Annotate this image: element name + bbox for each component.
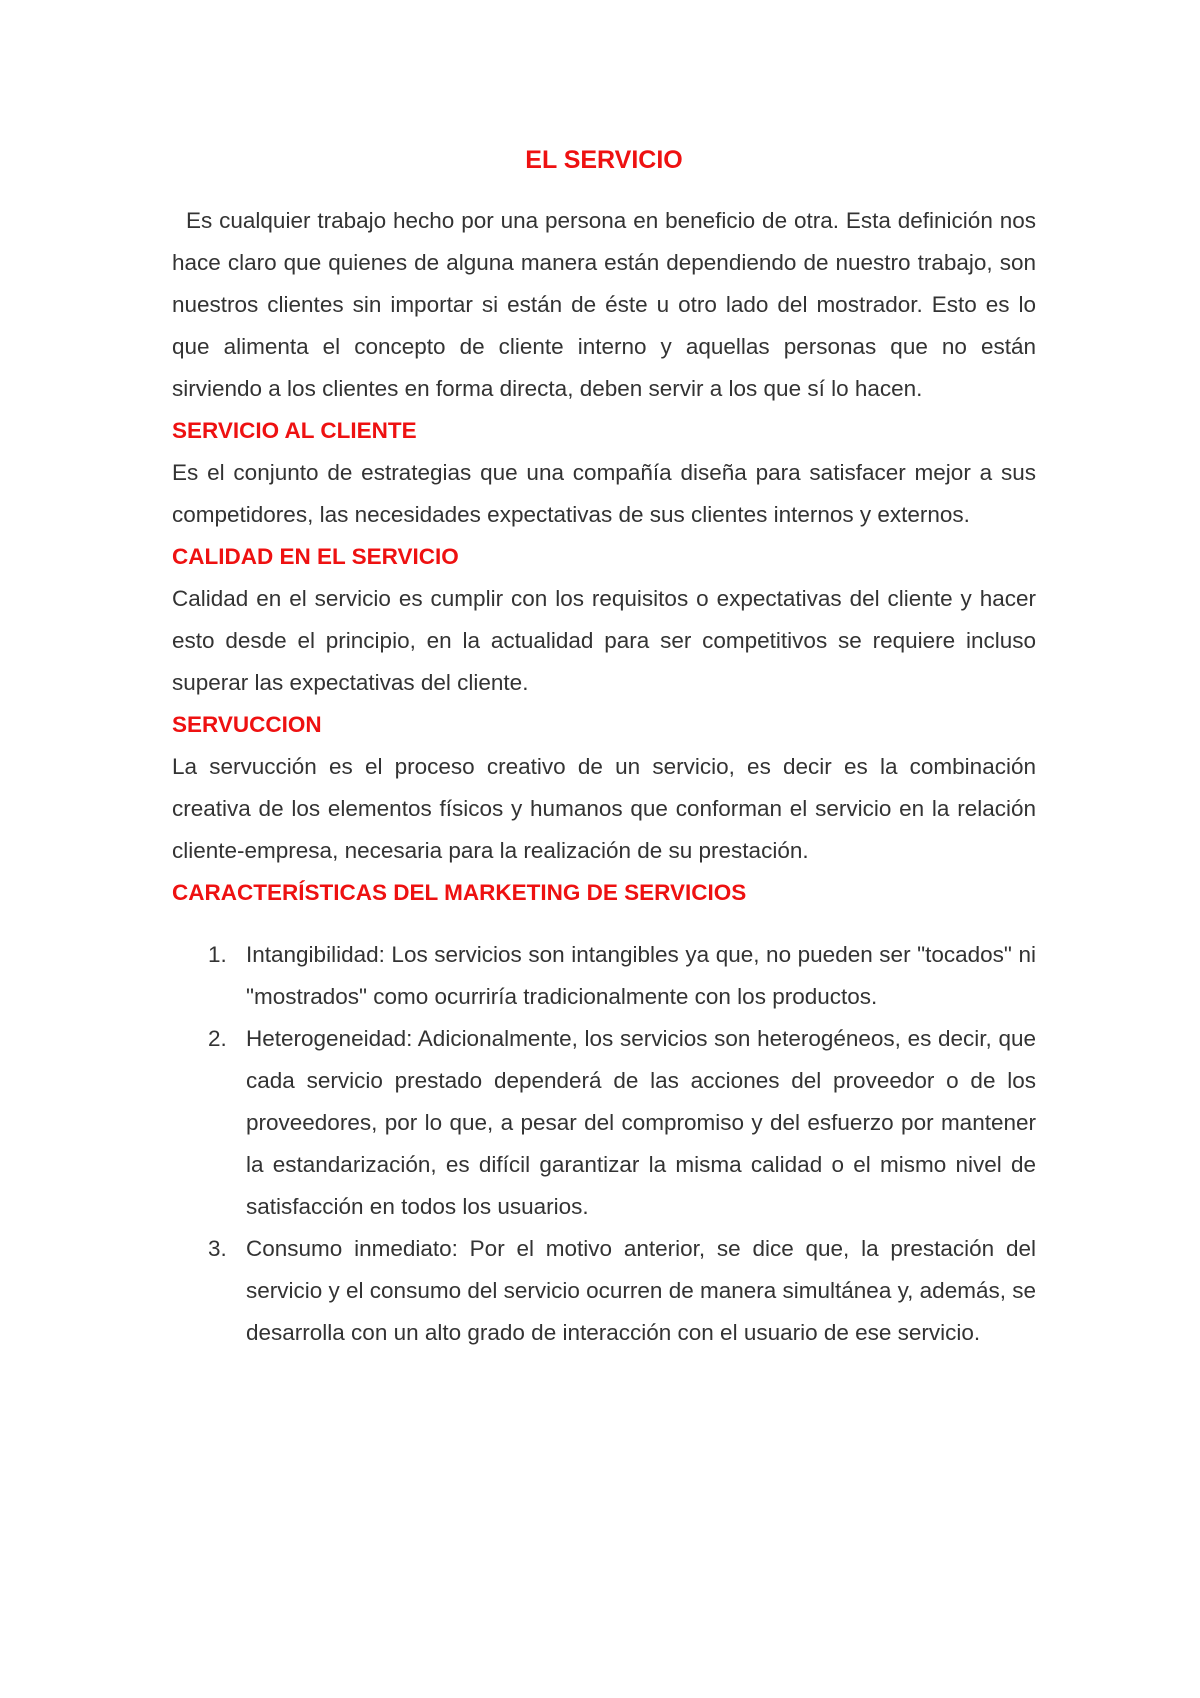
page-title: EL SERVICIO [525, 146, 683, 174]
list-item [172, 934, 1036, 1018]
section-heading: CALIDAD EN EL SERVICIO [172, 544, 459, 569]
section-calidad-en-el-servicio [172, 536, 1036, 704]
intro-paragraph: Es cualquier trabajo hecho por una persona en beneficio de otra. Esta definición nos hace claro que quienes de alguna manera están dependiendo de nuestro trabajo, son nuestros clientes sin importar si están de éste u otro lado del mostrador. Esto es lo que alimenta el concepto de cliente interno y aquellas personas que no están sirviendo a los clientes en forma directa, deben servir a los que sí lo hacen. [172, 208, 1036, 401]
characteristics-list [172, 934, 1036, 1354]
list-item [172, 1018, 1036, 1228]
list-item-text: Intangibilidad: Los servicios son intangibles ya que, no pueden ser "tocados" ni "mostrados" como ocurriría tradicionalmente con los productos. [246, 942, 1036, 1009]
list-item-text: Consumo inmediato: Por el motivo anterior, se dice que, la prestación del servicio y el consumo del servicio ocurren de manera simultánea y, además, se desarrolla con un alto grado de interacción con el usuario de ese servicio. [246, 1236, 1036, 1345]
section-heading: CARACTERÍSTICAS DEL MARKETING DE SERVICIOS [172, 880, 747, 905]
document-page [172, 140, 1036, 1354]
list-item-number: 3. [208, 1236, 227, 1261]
list-item-number: 1. [208, 942, 227, 967]
section-heading: SERVICIO AL CLIENTE [172, 418, 417, 443]
section-heading: SERVUCCION [172, 712, 322, 737]
section-servuccion [172, 704, 1036, 872]
list-item [172, 1228, 1036, 1354]
list-item-text: Heterogeneidad: Adicionalmente, los servicios son heterogéneos, es decir, que cada servicio prestado dependerá de las acciones del proveedor o de los proveedores, por lo que, a pesar del compromiso y del esfuerzo por mantener la estandarización, es difícil garantizar la misma calidad o el mismo nivel de satisfacción en todos los usuarios. [246, 1026, 1036, 1219]
section-body: La servucción es el proceso creativo de un servicio, es decir es la combinación creativa de los elementos físicos y humanos que conforman el servicio en la relación cliente-empresa, necesaria para la realización de su prestación. [172, 754, 1036, 863]
section-body: Es el conjunto de estrategias que una compañía diseña para satisfacer mejor a sus competidores, las necesidades expectativas de sus clientes internos y externos. [172, 460, 1036, 527]
list-item-number: 2. [208, 1026, 227, 1051]
section-caracteristicas [172, 872, 1036, 1354]
section-servicio-al-cliente [172, 410, 1036, 536]
section-body: Calidad en el servicio es cumplir con los requisitos o expectativas del cliente y hacer esto desde el principio, en la actualidad para ser competitivos se requiere incluso superar las expectativas del cliente. [172, 586, 1036, 695]
